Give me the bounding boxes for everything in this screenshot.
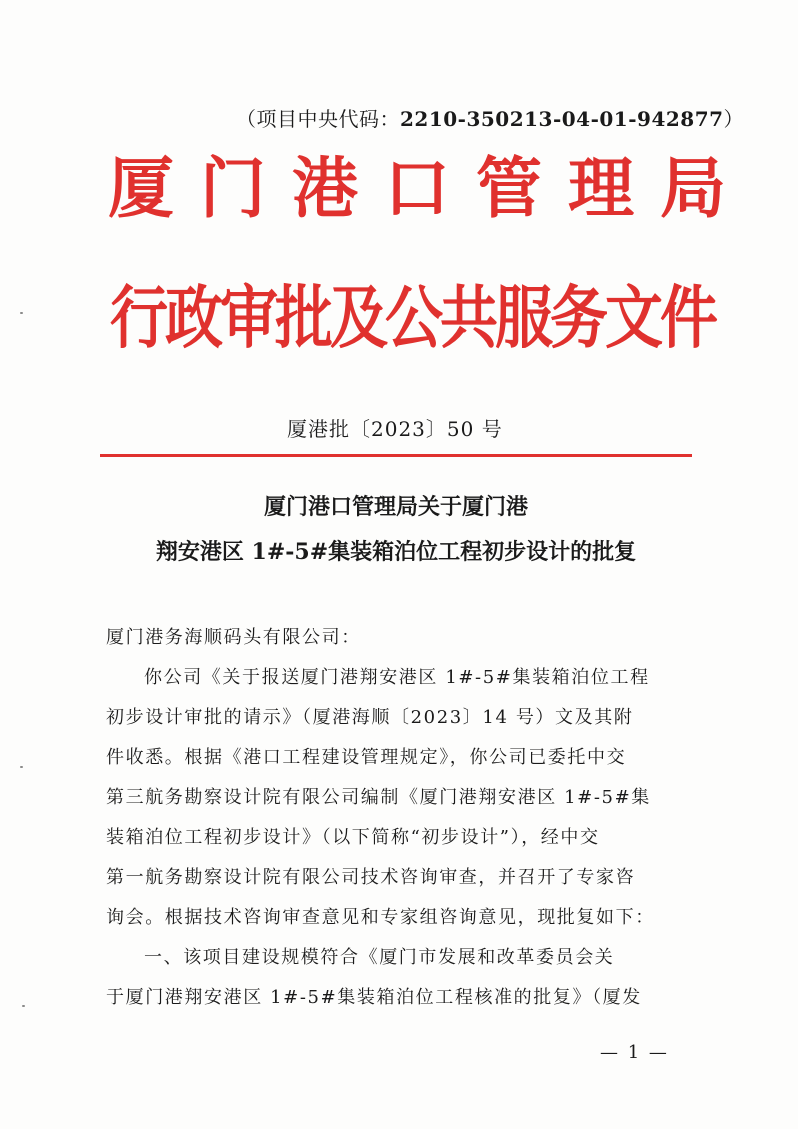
body-line: 于厦门港翔安港区 1#-5#集装箱泊位工程核准的批复》（厦发 xyxy=(106,987,642,1008)
body-line: 第三航务勘察设计院有限公司编制《厦门港翔安港区 1#-5#集 xyxy=(106,787,651,808)
body-line: 第一航务勘察设计院有限公司技术咨询审查，并召开了专家咨 xyxy=(106,867,636,888)
document-body xyxy=(106,618,696,1018)
body-line: 件收悉。根据《港口工程建设管理规定》，你公司已委托中交 xyxy=(106,747,627,768)
file-type-title: 行政审批及公共服务文件 xyxy=(110,277,716,359)
page-number: — 1 — xyxy=(600,1042,669,1063)
project-code-close: ） xyxy=(723,107,745,131)
body-line: 装箱泊位工程初步设计》（以下简称“初步设计”），经中交 xyxy=(106,827,600,848)
body-line: 询会。根据技术咨询审查意见和专家组咨询意见，现批复如下： xyxy=(106,907,655,928)
body-line: 你公司《关于报送厦门港翔安港区 1#-5#集装箱泊位工程 xyxy=(144,667,650,688)
project-code-label: （项目中央代码： xyxy=(236,107,400,131)
document-title-line-2: 翔安港区 1#-5#集装箱泊位工程初步设计的批复 xyxy=(155,539,637,565)
scan-speck xyxy=(20,766,23,768)
document-title-line-1: 厦门港口管理局关于厦门港 xyxy=(263,494,528,520)
agency-title: 厦门港口管理局 xyxy=(108,149,752,227)
project-code-line xyxy=(236,103,744,132)
scan-speck xyxy=(20,312,23,314)
project-code-value: 2210-350213-04-01-942877 xyxy=(400,107,724,131)
body-line: 初步设计审批的请示》（厦港海顺〔2023〕14 号）文及其附 xyxy=(106,707,634,728)
recipient-line: 厦门港务海顺码头有限公司： xyxy=(106,627,361,648)
document-number: 厦港批〔2023〕50 号 xyxy=(287,417,503,441)
scan-speck xyxy=(22,1005,25,1007)
red-divider-line xyxy=(100,454,692,457)
body-line: 一、该项目建设规模符合《厦门市发展和改革委员会关 xyxy=(144,947,615,968)
